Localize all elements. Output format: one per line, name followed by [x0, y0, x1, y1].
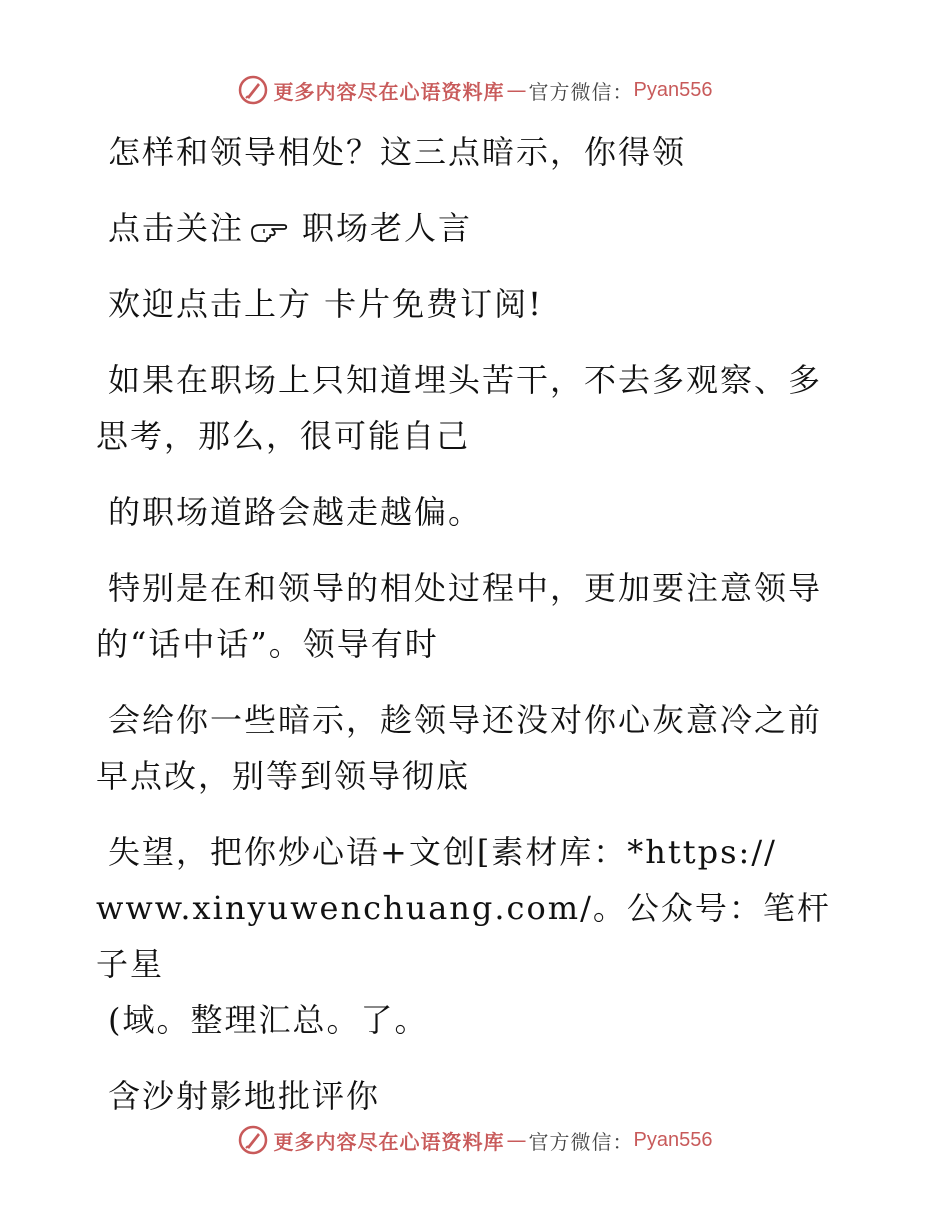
banner-brand: 更多内容尽在心语资料库: [273, 79, 505, 104]
banner-brand: 更多内容尽在心语资料库: [273, 1129, 505, 1154]
paragraph-4: 会给你一些暗示，趁领导还没对你心灰意冷之前 早点改，别等到领导彻底: [96, 701, 823, 795]
banner-official-label: 官方微信：: [528, 1129, 634, 1154]
banner-dash: —: [506, 78, 527, 102]
paragraph-5: 失望，把你炒心语+文创[素材库：*https:// www.xinyuwenchuang.com/。公众号：笔杆子星 (域。整理汇总。了。: [96, 833, 831, 1039]
paragraph-3: 特别是在和领导的相处过程中，更加要注意领导 的“话中话”。领导有时: [96, 569, 823, 663]
follow-prefix[interactable]: 点击关注: [108, 209, 245, 247]
document-body: [96, 124, 836, 1144]
banner-official-label: 官方微信：: [528, 79, 634, 104]
follow-account[interactable]: 职场老人言: [302, 209, 473, 247]
header-banner: [0, 70, 950, 110]
footer-banner: [0, 1120, 950, 1160]
pointing-hand-icon: [248, 217, 292, 245]
banner-wechat-id: Pyan556: [633, 78, 713, 101]
subscribe-line: 欢迎点击上方 卡片免费订阅!: [108, 285, 544, 323]
paragraph-6: 含沙射影地批评你: [108, 1077, 381, 1115]
banner-wechat-id: Pyan556: [633, 1128, 713, 1151]
paragraph-2: 的职场道路会越走越偏。: [108, 493, 483, 531]
quill-pen-logo-icon: [238, 1125, 268, 1155]
article-title: 怎样和领导相处？这三点暗示，你得领: [108, 133, 687, 171]
paragraph-1: 如果在职场上只知道埋头苦干，不去多观察、多 思考，那么，很可能自己: [96, 361, 823, 455]
quill-pen-logo-icon: [238, 75, 268, 105]
banner-dash: —: [506, 1128, 527, 1152]
follow-line: [96, 200, 836, 256]
